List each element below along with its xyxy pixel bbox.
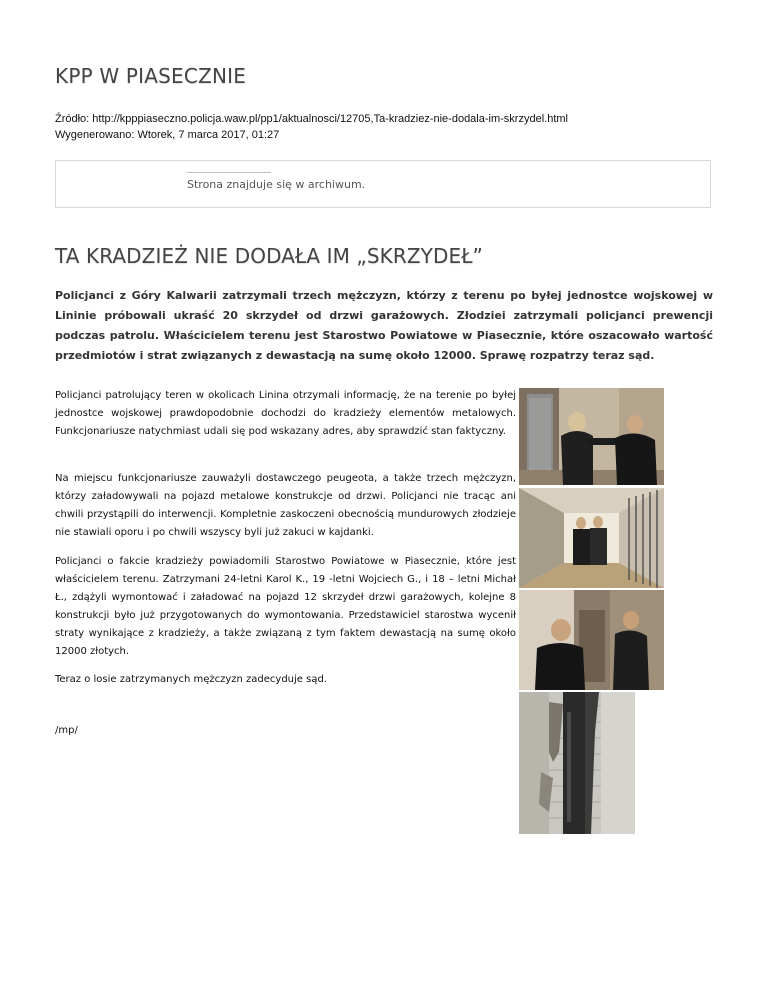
article-paragraph: Na miejscu funkcjonariusze zauważyli dostawczego peugeota, a także trzech mężczyzn, którzy załadowywali na pojazd metalowe konstrukcje od drzwi. Policjanci nie tracąc ani chwili przystąpili do interwencji. Kompletnie zaskoczeni obecnością mundurowych złodzieje nie stawiali oporu i po chwili wszyscy byli już zakuci w kajdanki. [55,473,516,538]
archive-notice: Strona znajduje się w archiwum. [187,178,366,191]
source-url[interactable]: Źródło: http://kpppiaseczno.policja.waw.pl/pp1/aktualnosci/12705,Ta-kradziez-nie-dodala-im-skrzydel.html [55,113,568,125]
photo-damaged-wall[interactable] [519,692,635,834]
source-meta [55,111,568,143]
generated-date: Wygenerowano: Wtorek, 7 marca 2017, 01:27 [55,129,280,141]
article-lead: Policjanci z Góry Kalwarii zatrzymali trzech mężczyzn, którzy z terenu po byłej jednostce wojskowej w Lininie próbowali ukraść 20 skrzydeł od drzwi garażowych. Złodziei zatrzymali policjanci prewencji podczas patrolu. Właścicielem terenu jest Starostwo Powiatowe w Piasecznie, które oszacowało wartość przedmiotów i strat związanych z dewastacją na sumę około 12000. Sprawę rozpatrzy teraz sąd. [55,289,713,362]
article-paragraph: Teraz o losie zatrzymanych mężczyzn zadecyduje sąd. [55,674,327,685]
photo-officers-door[interactable] [519,590,664,690]
site-title: KPP W PIASECZNIE [55,64,247,88]
archive-divider [187,172,271,173]
article-paragraph: Policjanci patrolujący teren w okolicach Linina otrzymali informację, że na terenie po byłej jednostce wojskowej prawdopodobnie dochodzi do kradzieży elementów metalowych. Funkcjonariusze natychmiast udali się pod wskazany adres, aby sprawdzić stan faktyczny. [55,390,516,437]
archive-notice-box [55,160,711,208]
photo-cell-corridor[interactable] [519,488,664,588]
article-signature: /mp/ [55,725,78,736]
article-title: TA KRADZIEŻ NIE DODAŁA IM „SKRZYDEŁ” [55,244,484,268]
photo-escort-corridor[interactable] [519,388,664,485]
article-paragraph: Policjanci o fakcie kradzieży powiadomili Starostwo Powiatowe w Piasecznie, które jest właścicielem terenu. Zatrzymani 24-letni Karol K., 19 -letni Wojciech G., i 18 – letni Michał Ł., zdążyli wymontować i załadować na pojazd 12 skrzydeł drzwi garażowych, kolejne 8 konstrukcji było już przygotowanych do wymontowania. Przedstawiciel starostwa wycenił straty wynikające z kradzieży, a także związaną z tym faktem dewastacją na sumę około 12000 złotych. [55,556,516,657]
